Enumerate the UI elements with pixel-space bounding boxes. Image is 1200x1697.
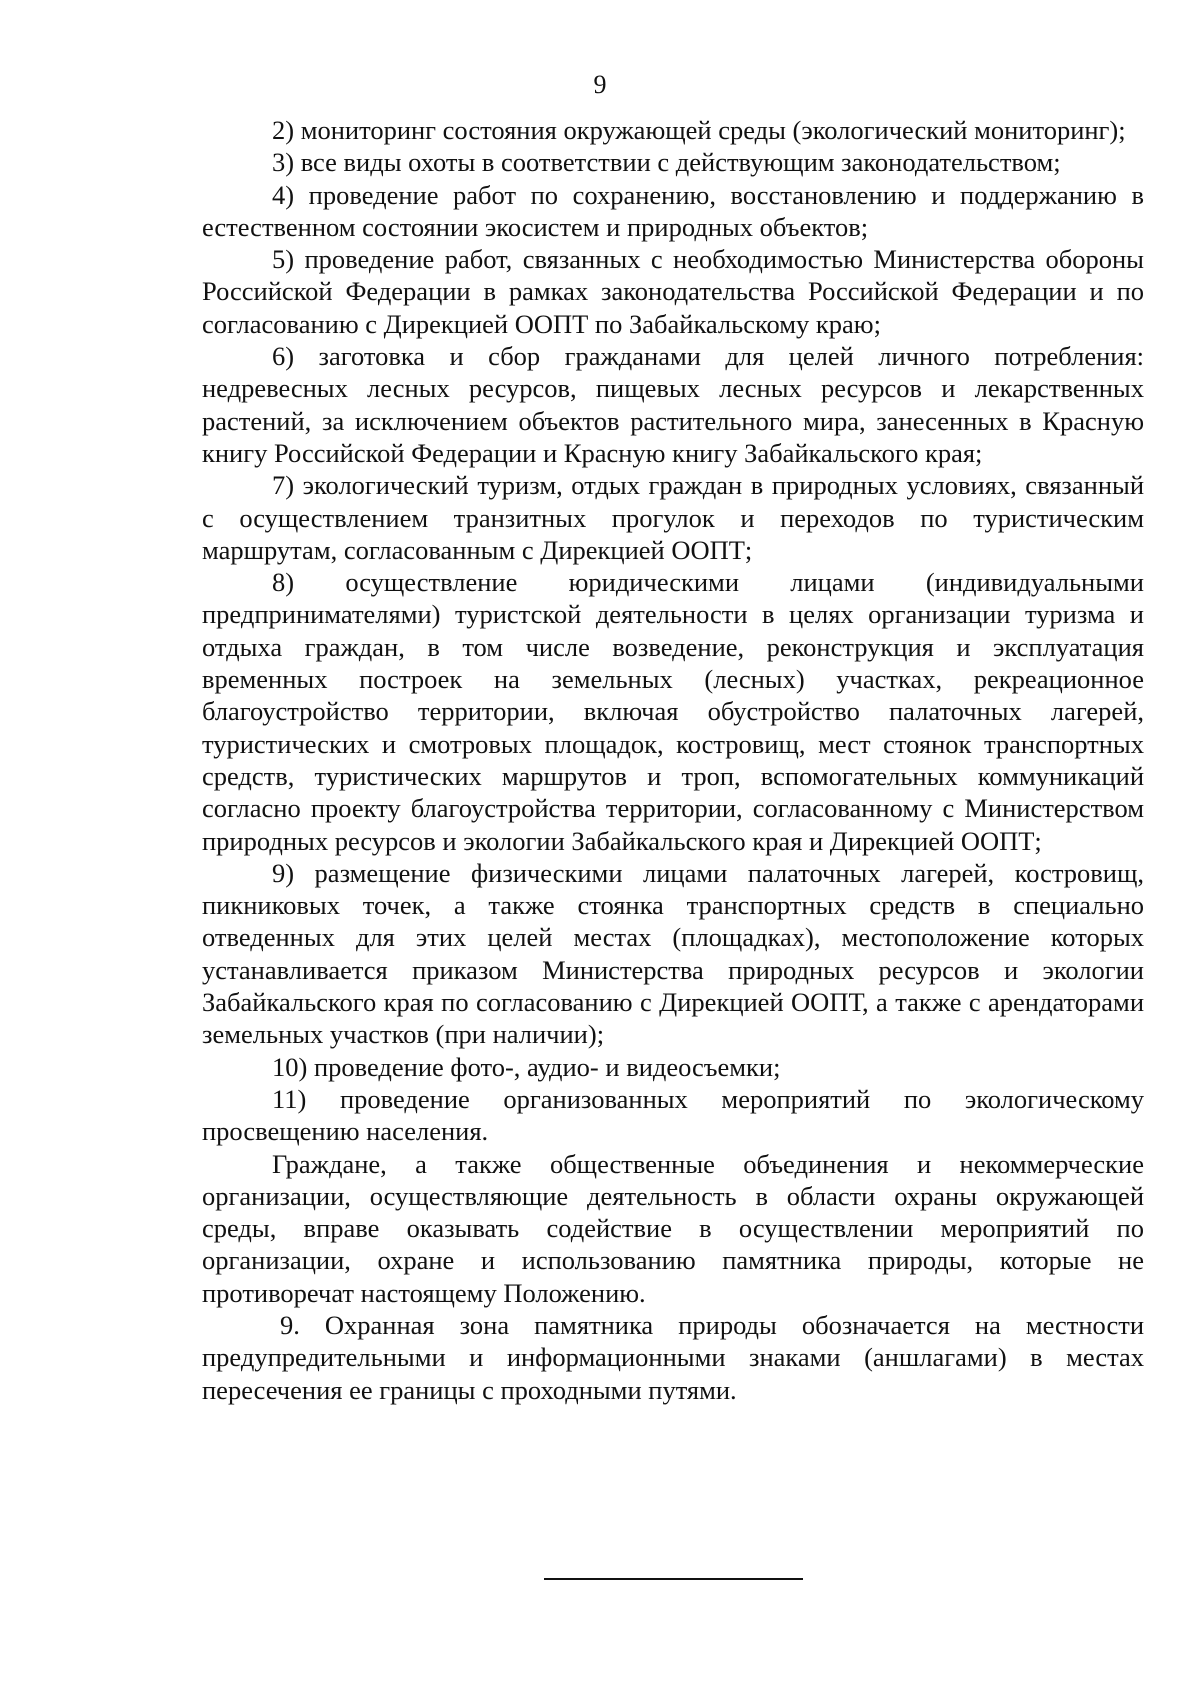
section-9-paragraph: 9. Охранная зона памятника природы обозначается на местности предупредительными и информационными знаками (аншлагами) в местах пересечения ее границы с проходными путями. [202, 1309, 1144, 1405]
list-item-6: 6) заготовка и сбор гражданами для целей личного потребления: недревесных лесных ресурсов, пищевых лесных ресурсов и лекарственных растений, за исключением объектов растительного мира, занесенных в Красную книгу Российской Федерации и Красную книгу Забайкальского края; [202, 341, 1144, 468]
end-of-document-divider [544, 1578, 803, 1580]
list-item-9: 9) размещение физическими лицами палаточных лагерей, костровищ, пикниковых точек, а также стоянка транспортных средств в специально отведенных для этих целей местах (площадках), местоположение которых устанавливается приказом Министерства природных ресурсов и экологии Забайкальского края по согласованию с Дирекцией ООПТ, а также с арендаторами земельных участков (при наличии); [202, 857, 1144, 1050]
list-item-11: 11) проведение организованных мероприятий по экологическому просвещению населения. [202, 1083, 1144, 1147]
citizens-paragraph: Граждане, а также общественные объединения и некоммерческие организации, осуществляющие деятельность в области охраны окружающей среды, вправе оказывать содействие в осуществлении мероприятий по организации, охране и использованию памятника природы, которые не противоречат настоящему Положению. [202, 1148, 1144, 1308]
list-item-7: 7) экологический туризм, отдых граждан в природных условиях, связанный с осуществлением транзитных прогулок и переходов по туристическим маршрутам, согласованным с Дирекцией ООПТ; [202, 470, 1144, 565]
page-number: 9 [593, 70, 607, 99]
list-item-2: 2) мониторинг состояния окружающей среды (экологический мониторинг); [272, 115, 1126, 145]
list-item-4: 4) проведение работ по сохранению, восстановлению и поддержанию в естественном состоянии экосистем и природных объектов; [202, 179, 1144, 242]
list-item-3: 3) все виды охоты в соответствии с действующим законодательством; [272, 147, 1061, 178]
list-item-10: 10) проведение фото-, аудио- и видеосъемки; [272, 1051, 781, 1082]
list-item-5: 5) проведение работ, связанных с необходимостью Министерства обороны Российской Федерации в рамках законодательства Российской Федерации и по согласованию с Дирекцией ООПТ по Забайкальскому краю; [202, 244, 1144, 339]
document-body [202, 114, 1144, 1406]
list-item-8: 8) осуществление юридическими лицами (индивидуальными предпринимателями) туристской деятельности в целях организации туризма и отдыха граждан, в том числе возведение, реконструкция и эксплуатация временных построек на земельных (лесных) участках, рекреационное благоустройство территории, включая обустройство палаточных лагерей, туристических и смотровых площадок, костровищ, мест стоянок транспортных средств, туристических маршрутов и троп, вспомогательных коммуникаций согласно проекту благоустройства территории, согласованному с Министерством природных ресурсов и экологии Забайкальского края и Дирекцией ООПТ; [202, 567, 1144, 856]
